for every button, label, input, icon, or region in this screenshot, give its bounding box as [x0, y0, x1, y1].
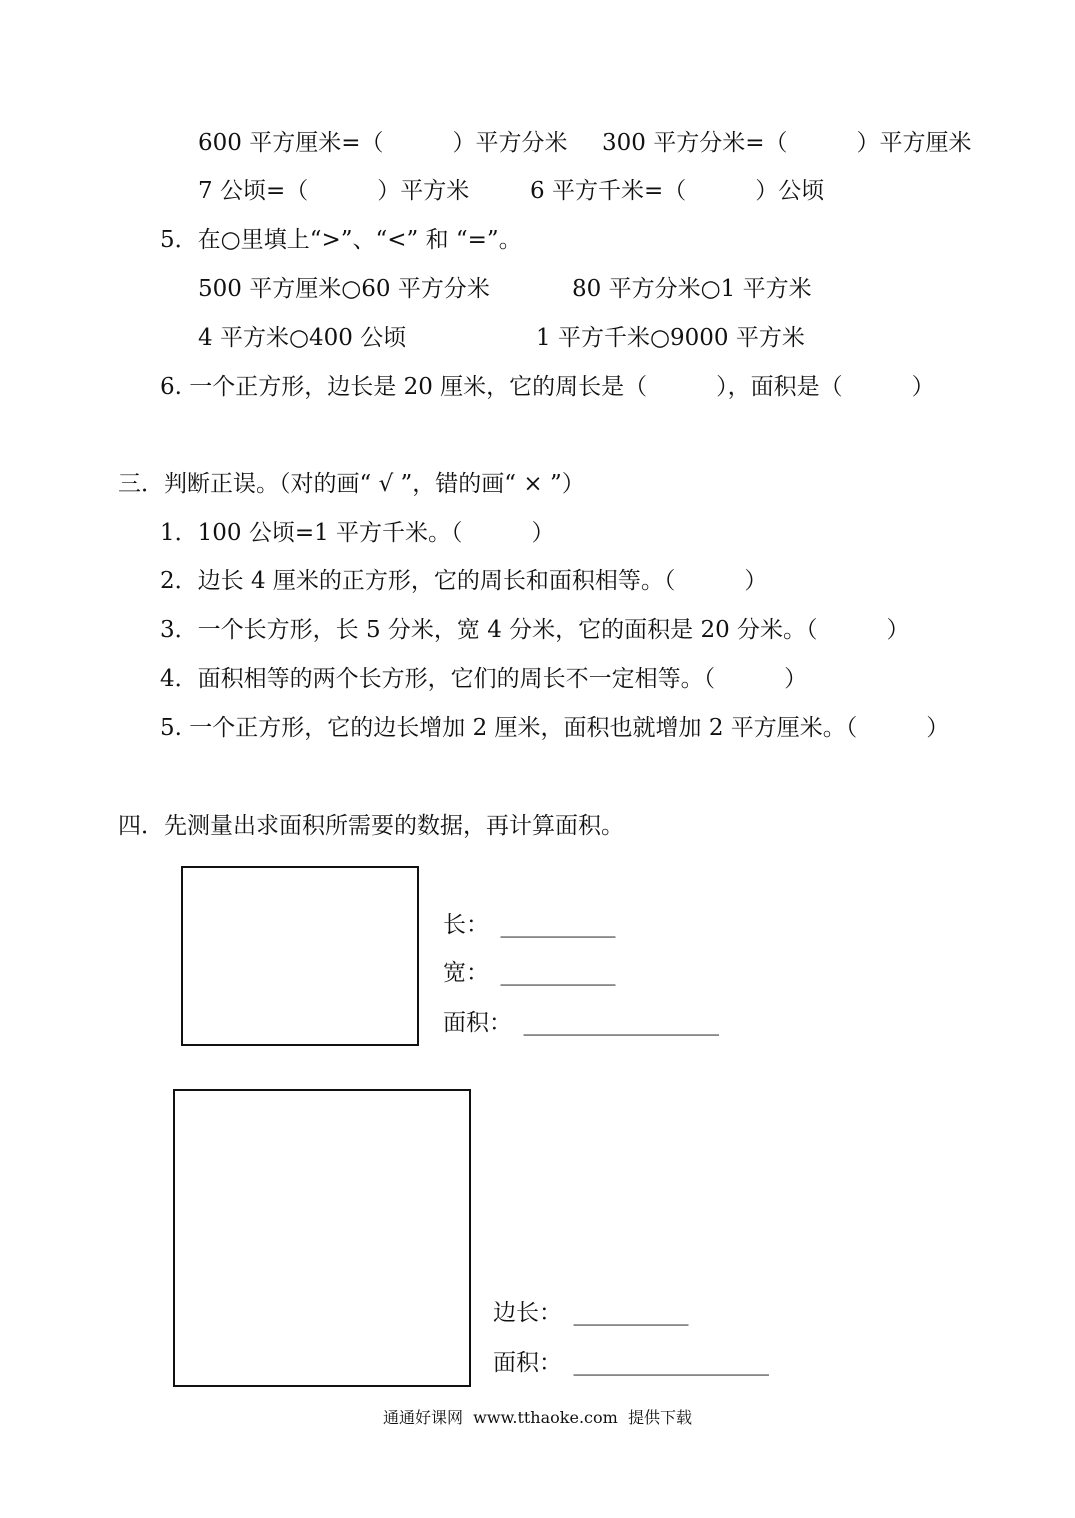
square-figure	[173, 1089, 471, 1387]
square-area-blank: 面积： _________________	[493, 1350, 769, 1376]
square-side-blank: 边长： __________	[493, 1300, 689, 1326]
footer-text: 通通好课网 www.tthaoke.com 提供下载	[383, 1408, 692, 1427]
section-3-title: 三．判断正误。（对的画“ √ ”，错的画“ × ”）	[118, 471, 585, 497]
compare-2: 80 平方分米○1 平方米	[572, 276, 812, 302]
section-4-title: 四．先测量出求面积所需要的数据，再计算面积。	[118, 813, 624, 839]
question-5: 5．在○里填上“>”、“<” 和 “=”。	[160, 227, 522, 253]
compare-4: 1 平方千米○9000 平方米	[536, 325, 805, 351]
conversion-3: 7 公顷=（ ）平方米	[198, 178, 470, 204]
conversion-2: 300 平方分米=（ ）平方厘米	[602, 130, 972, 156]
question-6: 6. 一个正方形，边长是 20 厘米，它的周长是（ ），面积是（ ）	[160, 374, 935, 400]
rect-length-blank: 长： __________	[443, 912, 616, 938]
judge-item-3: 3．一个长方形，长 5 分米，宽 4 分米，它的面积是 20 分米。（ ）	[160, 617, 910, 643]
rectangle-figure	[181, 866, 419, 1046]
conversion-4: 6 平方千米=（ ）公顷	[530, 178, 825, 204]
judge-item-5: 5. 一个正方形，它的边长增加 2 厘米，面积也就增加 2 平方厘米。（ ）	[160, 715, 950, 741]
rect-width-blank: 宽： __________	[443, 960, 616, 986]
compare-3: 4 平方米○400 公顷	[198, 325, 407, 351]
judge-item-2: 2．边长 4 厘米的正方形，它的周长和面积相等。（ ）	[160, 568, 768, 594]
judge-item-1: 1．100 公顷=1 平方千米。（ ）	[160, 520, 555, 546]
conversion-1: 600 平方厘米=（ ）平方分米	[198, 130, 568, 156]
compare-1: 500 平方厘米○60 平方分米	[198, 276, 490, 302]
judge-item-4: 4．面积相等的两个长方形，它们的周长不一定相等。（ ）	[160, 666, 808, 692]
rect-area-blank: 面积： _________________	[443, 1010, 719, 1036]
